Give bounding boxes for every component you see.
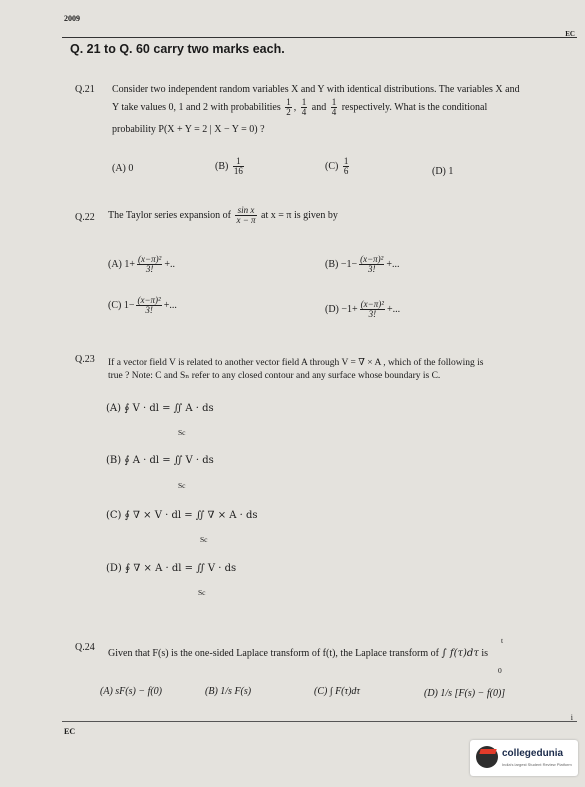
q21-line1: Consider two independent random variables X and Y with identical distributions. The variables X and <box>112 84 520 95</box>
footer-code: EC <box>64 727 76 736</box>
badge-name: collegedunia <box>502 748 564 759</box>
q23-option-b-subscript: Sc <box>178 481 186 490</box>
q24-text: Given that F(s) is the one-sided Laplace transform of f(t), the Laplace transform of ∫ f(τ)dτ is <box>108 648 489 659</box>
q24-option-b: (B) 1/s F(s) <box>205 686 252 697</box>
q21-prob-3: $\frac{1}{4}$ <box>331 97 337 118</box>
q21-line2: Y take values 0, 1 and 2 with probabilities $\frac{1}{2}$ , $\frac{1}{4}$ and $\frac{1}{4}$ respectively. What is the conditional <box>112 97 488 118</box>
q24-integral: ∫ f(τ)dτ <box>441 648 479 659</box>
q22-option-d: (D) −1+ $\frac{\text{(x−π)²}}{3!}$ +... <box>325 299 401 320</box>
q24-option-a: (A) sF(s) − f(0) <box>100 686 163 697</box>
q21-option-b: (B) $\frac{1}{16}$ <box>215 156 243 177</box>
q21-prob-2: $\frac{1}{4}$ <box>301 97 307 118</box>
q21-line2a: Y take values 0, 1 and 2 with probabilities <box>112 102 281 114</box>
header-rule <box>62 37 577 38</box>
q21-prob-1: $\frac{1}{2}$ <box>286 97 291 118</box>
section-title: Q. 21 to Q. 60 carry two marks each. <box>70 42 285 56</box>
footer-page-number: i <box>570 713 573 722</box>
q23-option-c: (C) ∮ ∇ × V · dl = ∬ ∇ × A · ds <box>106 510 258 521</box>
q24-integral-upper: t <box>501 636 504 645</box>
q22-option-a: (A) 1+ $\frac{\text{(x−π)²}}{3!}$ +.. <box>108 254 175 275</box>
q21-option-d: (D) 1 <box>432 166 454 177</box>
q21-line2b: respectively. What is the conditional <box>341 102 488 114</box>
header-code: EC <box>565 30 575 38</box>
graduate-logo-icon <box>476 746 498 768</box>
q21-line3: probability P(X + Y = 2 | X − Y = 0) ? <box>112 124 265 135</box>
q21-number: Q.21 <box>75 84 95 95</box>
q23-line1: If a vector field V is related to another vector field A through V = ∇ × A , which of the following is <box>108 358 484 368</box>
q23-option-a-subscript: Sc <box>178 428 186 437</box>
q23-option-a: (A) ∮ V · dl = ∬ A · ds <box>106 403 214 414</box>
q22-option-b: (B) −1− $\frac{\text{(x−π)²}}{3!}$ +... <box>325 254 400 275</box>
q22-option-c: (C) 1− $\frac{\text{(x−π)²}}{3!}$ +... <box>108 295 177 316</box>
q24-integral-lower: 0 <box>498 666 502 675</box>
q24-number: Q.24 <box>75 642 95 653</box>
q21-and: and <box>311 102 327 114</box>
q23-option-d-subscript: Sc <box>198 588 206 597</box>
q21-option-c: (C) $\frac{1}{6}$ <box>325 156 349 177</box>
q24-option-c: (C) ∫ F(τ)dτ <box>314 686 360 697</box>
collegedunia-badge[interactable] <box>470 740 578 776</box>
q24-option-d: (D) 1/s [F(s) − f(0)] <box>424 688 506 699</box>
header-year: 2009 <box>64 14 80 23</box>
q22-text: The Taylor series expansion of $\frac{\text{sin x}}{x - \pi}$ at x = π is given by <box>108 205 338 226</box>
footer-rule <box>62 721 577 722</box>
badge-tagline: India's largest Student Review Platform <box>502 762 572 767</box>
q23-option-b: (B) ∮ A · dl = ∬ V · ds <box>106 455 214 466</box>
q21-option-a: (A) 0 <box>112 163 134 174</box>
q23-number: Q.23 <box>75 354 95 365</box>
q23-option-c-subscript: Sc <box>200 535 208 544</box>
q23-option-d: (D) ∮ ∇ × A · dl = ∬ V · ds <box>106 563 237 574</box>
q22-number: Q.22 <box>75 212 95 223</box>
q23-line2: true ? Note: C and Sₙ refer to any closed contour and any surface whose boundary is C. <box>108 371 441 381</box>
